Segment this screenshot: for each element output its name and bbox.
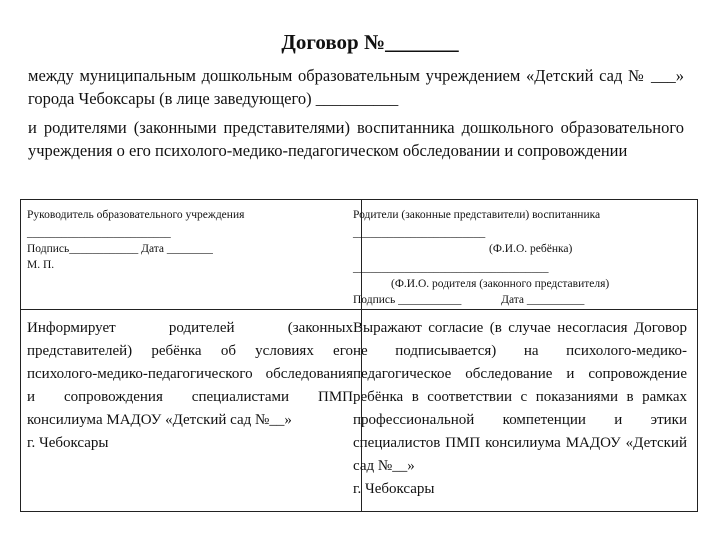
parents-consent-text [353, 317, 687, 501]
intro-parties-institution: между муниципальным дошкольным образовательным учреждением «Детский сад № ___» города Чебоксары (в лице заведующего) __________ [28, 66, 684, 108]
institution-signature-date-line [27, 241, 357, 257]
institution-city: г. Чебоксары [27, 435, 109, 451]
date-label: Дата [141, 243, 165, 255]
signature-label: Подпись [353, 294, 396, 306]
parents-consent-body: Выражают согласие (в случае несогласия Договор не подписывается) на психолого-медико-педагогическое обследование и сопровождение ребёнка в соответствии с показаниями в рамках профессиональной компетенции и этики специалистов ПМП консилиума МАДОУ «Детский сад №__» [353, 320, 687, 474]
parent-name-blank: __________________________________ [353, 262, 549, 274]
date-label: Дата [501, 294, 525, 306]
child-name-blank: _______________________ [353, 227, 486, 239]
signature-blank: ___________ [398, 294, 462, 306]
contract-intro [28, 64, 684, 162]
institution-informs-body: Информирует родителей (законных представителей) ребёнка об условиях его психолого-медико-педагогического обследования и сопровождения специалистами ПМП консилиума МАДОУ «Детский сад №__» [27, 320, 353, 428]
date-blank: __________ [526, 294, 585, 306]
institution-signature-block [27, 207, 357, 273]
parent-name-caption: (Ф.И.О. родителя (законного представителя) [391, 278, 610, 290]
parents-signature-block [353, 207, 693, 308]
institution-head-blank: _________________________ [27, 227, 171, 239]
contract-title: Договор №_______ [281, 30, 459, 54]
row-divider [21, 309, 697, 310]
signature-label: Подпись [27, 243, 70, 255]
signature-blank: ____________ [69, 243, 139, 255]
child-name-caption: (Ф.И.О. ребёнка) [489, 243, 573, 255]
institution-informs-text [27, 317, 353, 455]
parents-label: Родители (законные представители) воспитанника [353, 209, 601, 221]
stamp-label: М. П. [27, 259, 55, 271]
signature-table [20, 199, 698, 512]
intro-parties-parents: и родителями (законными представителями) воспитанника дошкольного образовательного учреждения о его психолого-медико-педагогическом обследовании и сопровождении [28, 118, 684, 160]
parents-signature-date-line [353, 292, 693, 308]
parents-city: г. Чебоксары [353, 481, 435, 497]
institution-head-label: Руководитель образовательного учреждения [27, 209, 245, 221]
date-blank: ________ [166, 243, 213, 255]
